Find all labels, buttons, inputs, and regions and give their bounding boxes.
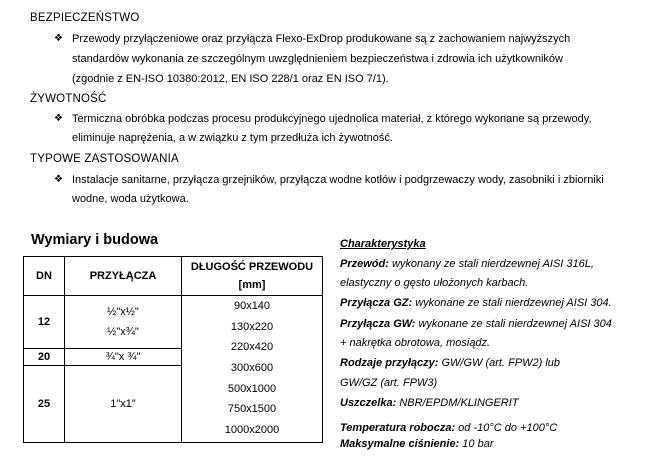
char-value: GW/GW (art. FPW2) lub [438,357,561,369]
safety-line-2: standardów wykonania ze szczególnym uwzględnieniem bezpieczeństwa i zdrowia ich użytkowników [72,53,563,65]
char-label: Rodzaje przyłączy: [340,357,439,369]
applications-line-1: Instalacje sanitarne, przyłącza grzejników, przyłącza wodne kotłów i podgrzewaczy wody, zasobniki i zbiorniki [72,174,604,186]
safety-line-1: Przewody przyłączeniowe oraz przyłącza Flexo-ExDrop produkowane są z zachowaniem najwyższych [72,33,571,45]
header-connection: PRZYŁĄCZA [65,257,182,296]
header-dn: DN [24,257,65,296]
char-pressure [340,438,493,450]
table-title: Wymiary i budowa [31,232,159,248]
char-label: Przyłącza GW: [340,318,416,330]
length-value: 130x220 [230,320,274,333]
dimensions-table [23,256,323,443]
table-header-row [24,257,323,296]
row-connection-25: 1"x1" [65,366,182,443]
char-value: od -10°C do +100°C [455,422,558,434]
length-value: 750x1500 [227,403,277,416]
header-length [182,257,323,296]
char-gw [340,318,612,330]
header-length-line1: DŁUGOŚĆ PRZEWODU [190,261,314,273]
char-label: Maksymalne ciśnienie: [340,438,460,450]
header-length-line2: [mm] [238,279,266,291]
length-value: 1000x2000 [224,424,280,437]
char-value: 10 bar [459,438,494,450]
length-values-cell [182,296,323,443]
connection-value: ½"x¾" [107,326,139,338]
length-value: 300x600 [230,362,274,375]
connection-value: ½"x½" [107,306,139,318]
durability-line-1: Termiczna obróbka podczas procesu produkcyjnego ujednolica materiał, z którego wykonane są przewody, [72,113,592,125]
char-label: Uszczelka: [340,397,397,409]
char-label: Temperatura robocza: [340,422,456,434]
char-types [340,357,560,369]
characteristics-title: Charakterystyka [340,238,426,250]
length-value: 220x420 [230,341,274,354]
char-gasket [340,397,519,409]
heading-durability: ŻYWOTNOŚĆ [30,93,107,105]
bullet-diamond-icon: ❖ [54,113,63,124]
char-value: wykonany ze stali nierdzewnej AISI 316L, [388,258,594,270]
durability-line-2: eliminuje naprężenia, a w związku z tym przedłuża ich żywotność. [72,132,393,144]
char-temperature [340,422,557,434]
row-connection-20: ¾"x ¾" [65,349,182,366]
char-value: wykonane ze stali nierdzewnej AISI 304 [415,318,612,330]
char-hose [340,258,594,270]
row-connection-12 [65,296,182,349]
bullet-diamond-icon: ❖ [54,33,63,44]
length-value: 500x1000 [227,382,277,395]
heading-safety: BEZPIECZEŃSTWO [30,12,140,24]
row-dn-25: 25 [24,366,65,443]
heading-applications: TYPOWE ZASTOSOWANIA [30,153,179,165]
char-types-line2: GW/GZ (art. FPW3) [340,377,438,389]
length-value: 90x140 [233,300,271,312]
safety-line-3: (zgodnie z EN-ISO 10380:2012, EN ISO 228/1 oraz EN ISO 7/1). [72,73,389,85]
bullet-diamond-icon: ❖ [54,174,63,185]
row-dn-12: 12 [24,296,65,349]
table-row [24,296,323,349]
char-hose-line2: elastyczny o gęsto ułożonych karbach. [340,277,529,289]
char-label: Przyłącza GZ: [340,297,413,309]
applications-line-2: wodne, woda użytkowa. [72,193,189,205]
char-label: Przewód: [340,258,389,270]
char-value: NBR/EPDM/KLINGERIT [396,397,519,409]
char-gw-line2: + nakrętka obrotowa, mosiądz. [340,337,491,349]
char-value: wykonane ze stali nierdzewnej AISI 304. [412,297,612,309]
row-dn-20: 20 [24,349,65,366]
char-gz [340,297,612,309]
